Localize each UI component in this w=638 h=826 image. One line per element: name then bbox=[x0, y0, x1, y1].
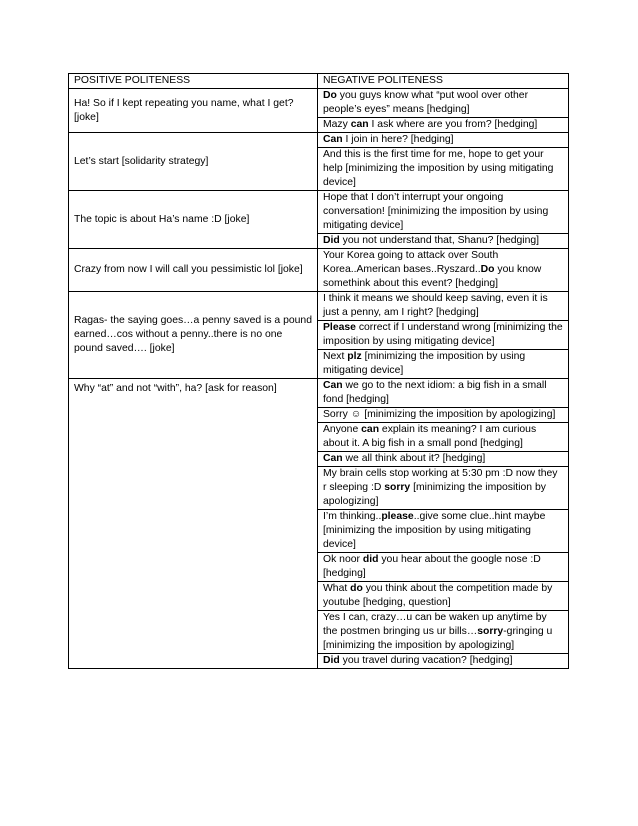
negative-cell bbox=[318, 408, 569, 423]
text-segment: What bbox=[323, 583, 351, 594]
bold-term: plz bbox=[347, 351, 362, 362]
bold-term: Did bbox=[323, 235, 340, 246]
table-body bbox=[69, 74, 569, 669]
negative-cell bbox=[318, 611, 569, 654]
text-segment: And this is the first time for me, hope to get your help [minimizing the imposition by using mitigating device] bbox=[323, 149, 554, 188]
negative-cell bbox=[318, 249, 569, 292]
bold-term: Did bbox=[323, 655, 340, 666]
negative-cell bbox=[318, 148, 569, 191]
positive-cell: Crazy from now I will call you pessimistic lol [joke] bbox=[69, 249, 318, 292]
bold-term: sorry bbox=[384, 482, 411, 493]
negative-cell bbox=[318, 350, 569, 379]
table-row bbox=[69, 133, 569, 148]
text-segment: Hope that I don’t interrupt your ongoing conversation! [minimizing the imposition by using mitigating device] bbox=[323, 192, 549, 231]
text-segment: you guys know what “put wool over other people’s eyes” means [hedging] bbox=[323, 90, 529, 115]
bold-term: can bbox=[350, 119, 369, 130]
positive-cell: The topic is about Ha’s name :D [joke] bbox=[69, 191, 318, 249]
bold-term: did bbox=[362, 554, 379, 565]
negative-cell bbox=[318, 582, 569, 611]
negative-cell bbox=[318, 234, 569, 249]
bold-term: Do bbox=[323, 90, 337, 101]
negative-cell bbox=[318, 118, 569, 133]
text-segment: Yes I can, crazy…u can be waken up anytime by the postmen bringing us ur bills… bbox=[323, 612, 547, 637]
text-segment: I’m thinking.. bbox=[323, 511, 382, 522]
negative-cell bbox=[318, 510, 569, 553]
header-row bbox=[69, 74, 569, 89]
positive-cell: Let’s start [solidarity strategy] bbox=[69, 133, 318, 191]
text-segment: Sorry ☺ [minimizing the imposition by apologizing] bbox=[323, 409, 556, 420]
table-row bbox=[69, 249, 569, 292]
text-segment: Ok noor bbox=[323, 554, 363, 565]
text-segment: Anyone bbox=[323, 424, 362, 435]
negative-cell bbox=[318, 133, 569, 148]
bold-term: Do bbox=[480, 264, 495, 275]
bold-term: sorry bbox=[477, 626, 504, 637]
positive-cell: Ragas- the saying goes…a penny saved is a pound earned…cos without a penny..there is no one pound saved…. [joke] bbox=[69, 292, 318, 379]
text-segment: [minimizing the imposition by using mitigating device] bbox=[323, 351, 526, 376]
bold-term: Can bbox=[323, 453, 343, 464]
text-segment: I think it means we should keep saving, even it is just a penny, am I right? [hedging] bbox=[323, 293, 548, 318]
bold-term: Please bbox=[323, 322, 356, 333]
text-segment: you not understand that, Shanu? [hedging] bbox=[339, 235, 540, 246]
text-segment: correct if I understand wrong [minimizing the imposition by using mitigating device] bbox=[323, 322, 563, 347]
negative-cell bbox=[318, 553, 569, 582]
text-segment: Your Korea going to attack over South Korea..American bases..Ryszard.. bbox=[323, 250, 499, 275]
table-row bbox=[69, 379, 569, 408]
text-segment: Mazy bbox=[323, 119, 351, 130]
text-segment: -gringing u [minimizing the imposition by apologizing] bbox=[323, 626, 553, 651]
text-segment: you hear about the google nose :D [hedging] bbox=[323, 554, 541, 579]
bold-term: can bbox=[361, 424, 380, 435]
negative-cell bbox=[318, 191, 569, 234]
negative-cell bbox=[318, 654, 569, 669]
bold-term: Can bbox=[323, 380, 343, 391]
negative-cell bbox=[318, 379, 569, 408]
bold-term: please bbox=[381, 511, 414, 522]
text-segment: we go to the next idiom: a big fish in a small fond [hedging] bbox=[323, 380, 547, 405]
table-row bbox=[69, 89, 569, 118]
positive-cell: Ha! So if I kept repeating you name, what I get? [joke] bbox=[69, 89, 318, 133]
header-negative: NEGATIVE POLITENESS bbox=[318, 74, 569, 89]
negative-cell bbox=[318, 467, 569, 510]
negative-cell bbox=[318, 89, 569, 118]
table-row bbox=[69, 191, 569, 234]
negative-cell bbox=[318, 452, 569, 467]
header-positive: POSITIVE POLITENESS bbox=[69, 74, 318, 89]
negative-cell bbox=[318, 292, 569, 321]
positive-cell: Why “at” and not “with”, ha? [ask for reason] bbox=[69, 379, 318, 669]
text-segment: I join in here? [hedging] bbox=[342, 134, 454, 145]
negative-cell bbox=[318, 321, 569, 350]
politeness-table bbox=[68, 73, 569, 669]
text-segment: Next bbox=[323, 351, 348, 362]
text-segment: I ask where are you from? [hedging] bbox=[368, 119, 538, 130]
text-segment: we all think about it? [hedging] bbox=[342, 453, 486, 464]
bold-term: Can bbox=[323, 134, 343, 145]
text-segment: you think about the competition made by youtube [hedging, question] bbox=[323, 583, 553, 608]
text-segment: explain its meaning? I am curious about it. A big fish in a small pond [hedging] bbox=[323, 424, 537, 449]
text-segment: you know somethink about this event? [hedging] bbox=[323, 264, 542, 289]
text-segment: My brain cells stop working at 5:30 pm :D now they r sleeping :D bbox=[323, 468, 558, 493]
table-row bbox=[69, 292, 569, 321]
negative-cell bbox=[318, 423, 569, 452]
bold-term: do bbox=[350, 583, 363, 594]
text-segment: ..give some clue..hint maybe [minimizing the imposition by using mitigating device] bbox=[323, 511, 546, 550]
text-segment: [minimizing the imposition by apologizing] bbox=[323, 482, 546, 507]
text-segment: you travel during vacation? [hedging] bbox=[339, 655, 513, 666]
